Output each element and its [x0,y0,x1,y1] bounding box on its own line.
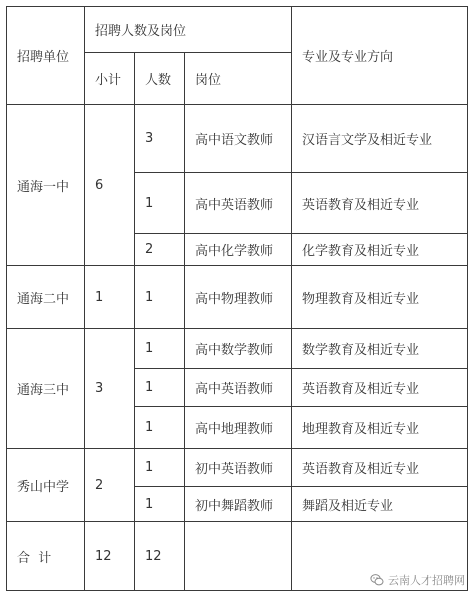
header-major: 专业及专业方向 [292,7,468,105]
major-cell: 汉语言文学及相近专业 [292,105,468,173]
major-cell: 英语教育及相近专业 [292,173,468,234]
unit-cell: 通海二中 [7,266,85,329]
table-row [7,266,468,329]
total-count: 12 [135,522,185,591]
position-cell: 高中物理教师 [185,266,292,329]
unit-cell: 通海一中 [7,105,85,266]
subtotal-cell: 2 [85,449,135,522]
count-cell: 1 [135,329,185,369]
header-row [7,7,468,53]
header-group: 招聘人数及岗位 [85,7,292,53]
position-cell: 初中舞蹈教师 [185,487,292,522]
position-cell: 高中数学教师 [185,329,292,369]
major-cell: 英语教育及相近专业 [292,449,468,487]
major-cell: 数学教育及相近专业 [292,329,468,369]
position-cell: 初中英语教师 [185,449,292,487]
count-cell: 1 [135,369,185,407]
count-cell: 1 [135,173,185,234]
total-subtotal: 12 [85,522,135,591]
header-position: 岗位 [185,53,292,105]
position-cell: 高中语文教师 [185,105,292,173]
position-cell: 高中英语教师 [185,173,292,234]
header-count: 人数 [135,53,185,105]
position-cell: 高中英语教师 [185,369,292,407]
header-unit: 招聘单位 [7,7,85,105]
total-label: 合 计 [7,522,85,591]
watermark-text: 云南人才招聘网 [388,574,465,587]
count-cell: 1 [135,407,185,449]
unit-cell: 秀山中学 [7,449,85,522]
major-cell: 化学教育及相近专业 [292,234,468,266]
subtotal-cell: 6 [85,105,135,266]
count-cell: 1 [135,449,185,487]
major-cell: 地理教育及相近专业 [292,407,468,449]
count-cell: 2 [135,234,185,266]
watermark [370,572,465,588]
major-cell: 物理教育及相近专业 [292,266,468,329]
count-cell: 1 [135,266,185,329]
unit-cell: 通海三中 [7,329,85,449]
position-cell: 高中化学教师 [185,234,292,266]
count-cell: 1 [135,487,185,522]
count-cell: 3 [135,105,185,173]
wechat-icon [370,573,384,587]
total-empty-position [185,522,292,591]
subtotal-cell: 3 [85,329,135,449]
major-cell: 舞蹈及相近专业 [292,487,468,522]
recruitment-table [6,6,468,591]
table-row [7,449,468,487]
position-cell: 高中地理教师 [185,407,292,449]
major-cell: 英语教育及相近专业 [292,369,468,407]
table-row [7,329,468,369]
subtotal-cell: 1 [85,266,135,329]
header-subtotal: 小计 [85,53,135,105]
table-row [7,105,468,173]
